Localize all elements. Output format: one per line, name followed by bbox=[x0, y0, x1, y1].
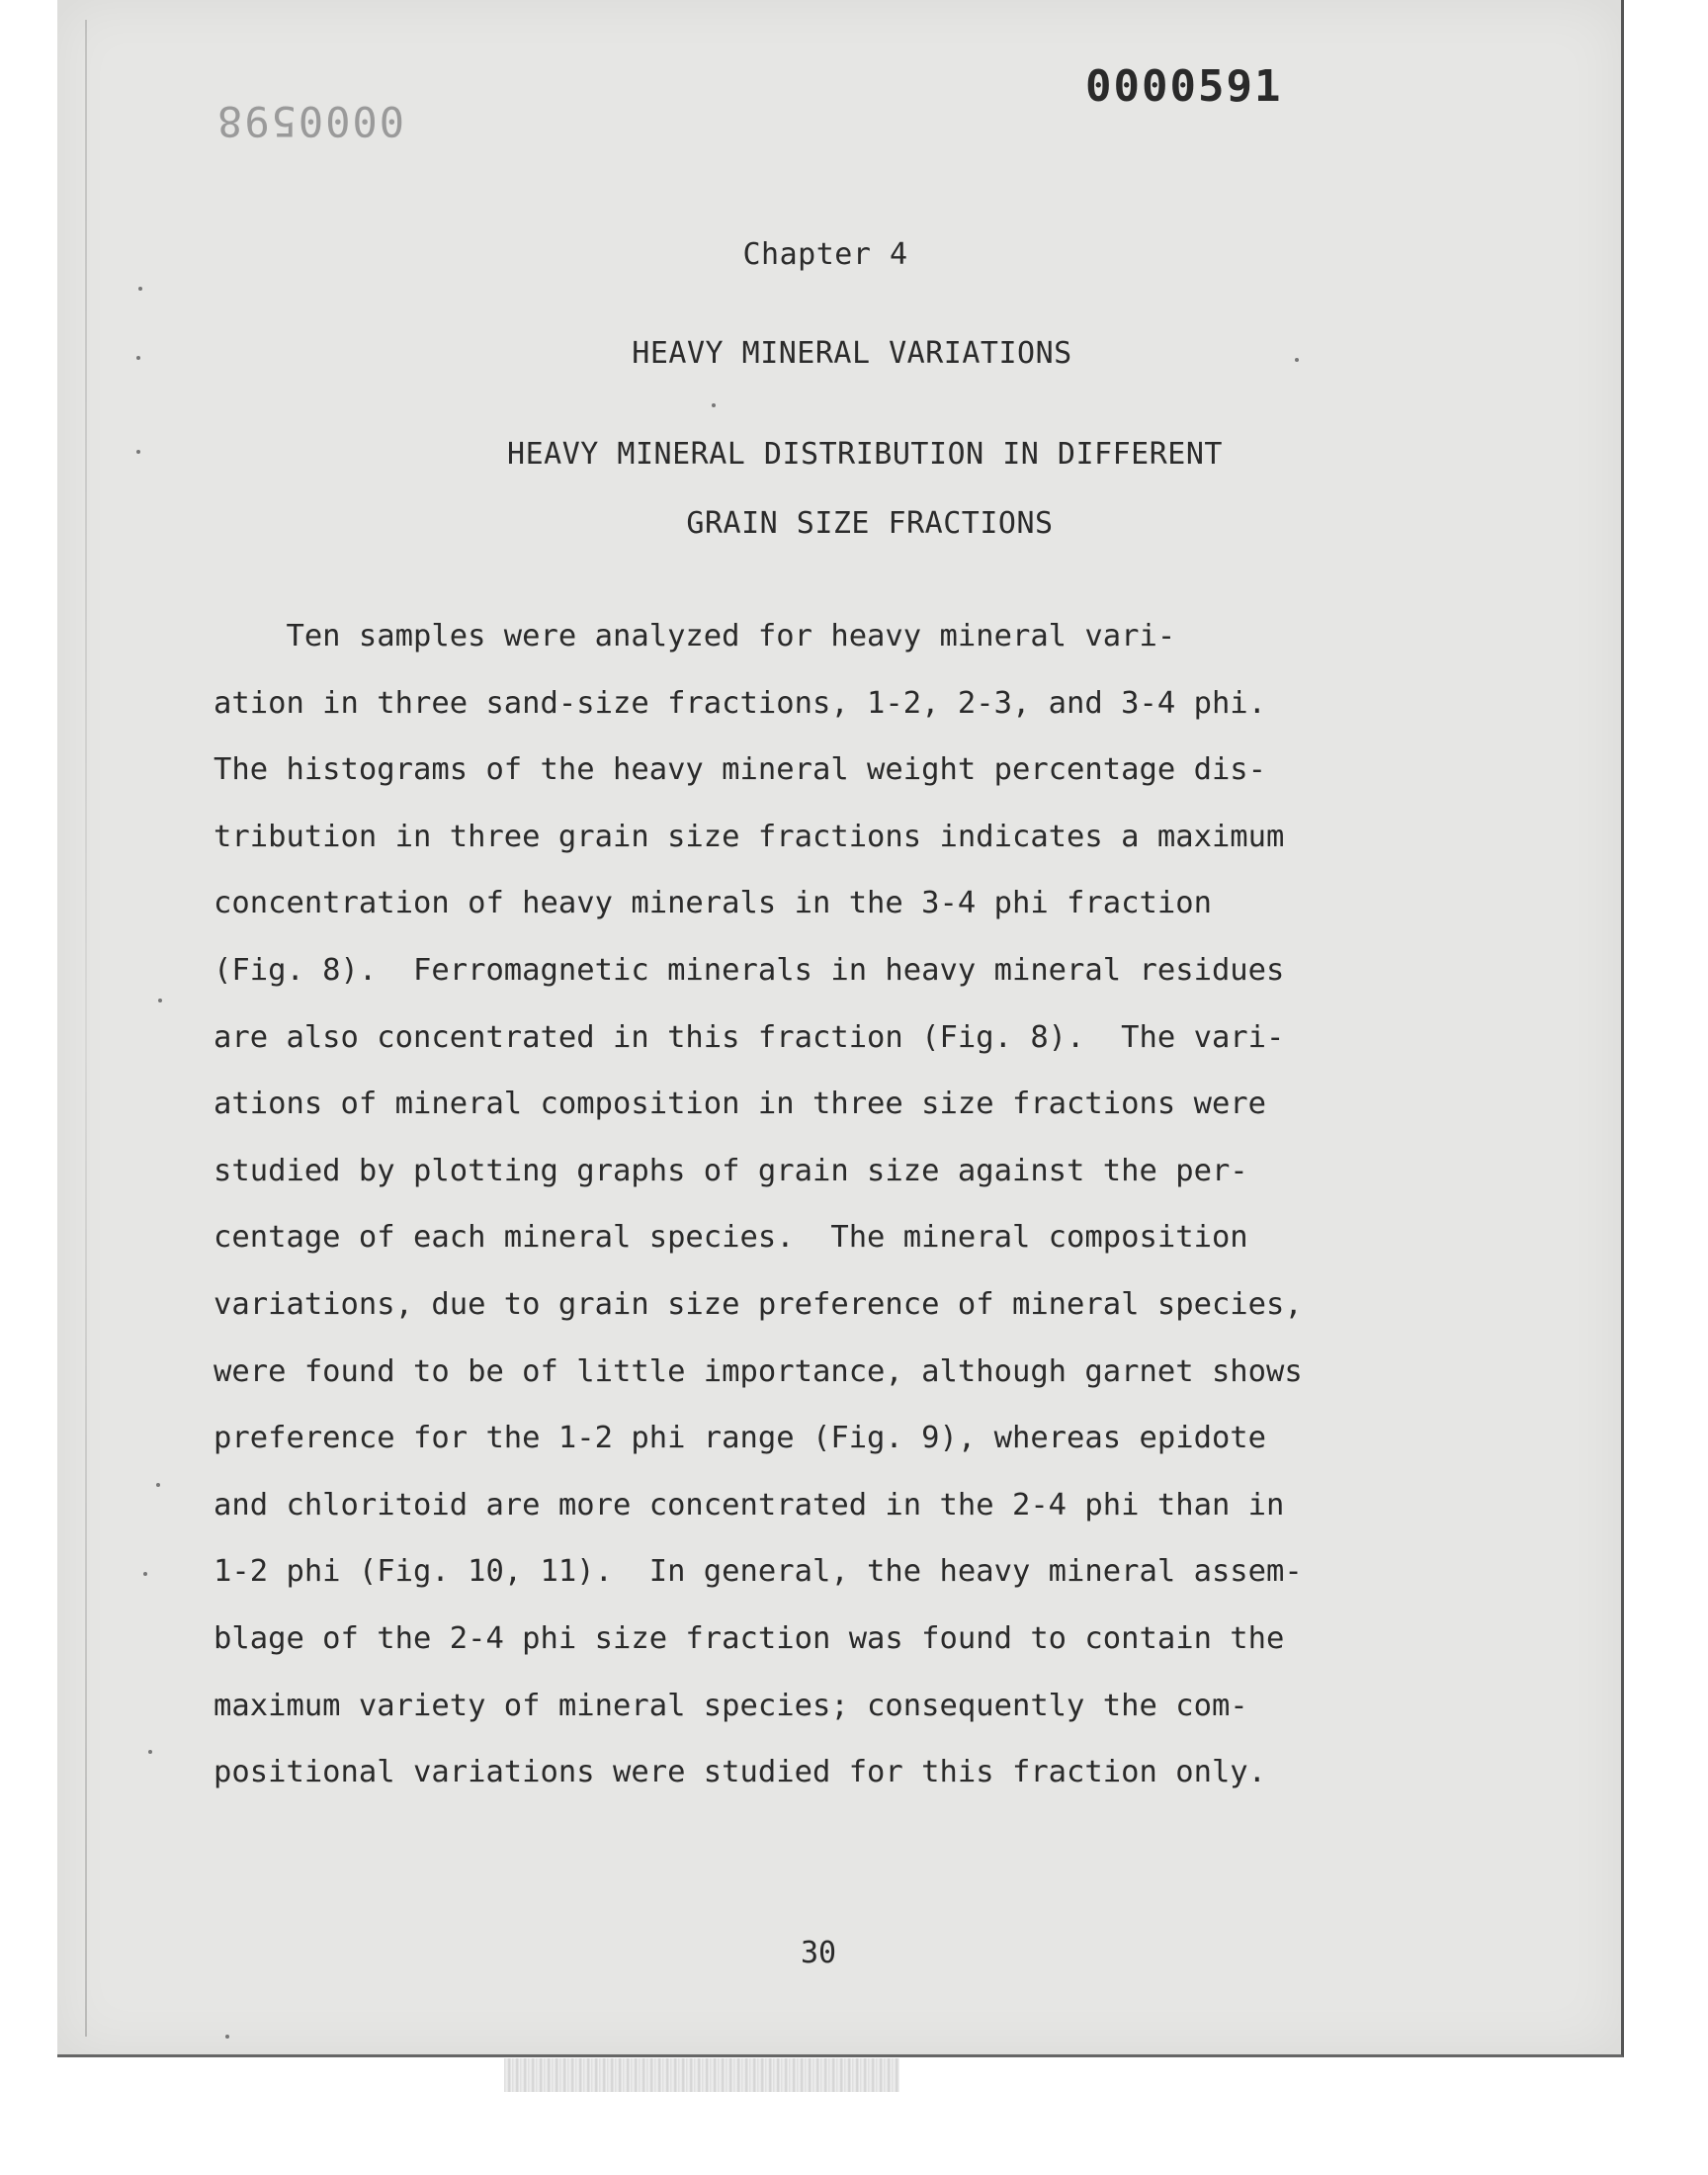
body-line: are also concentrated in this fraction (Fig. 8). The vari- bbox=[214, 1019, 1285, 1055]
scan-speck bbox=[158, 999, 162, 1002]
document-id-stamp: 0000591 bbox=[1085, 61, 1283, 112]
scan-speck bbox=[225, 2035, 229, 2039]
body-line: 1-2 phi (Fig. 10, 11). In general, the heavy mineral assem- bbox=[214, 1554, 1303, 1590]
body-line: positional variations were studied for this fraction only. bbox=[214, 1755, 1267, 1790]
scanner-artifact-strip bbox=[504, 2058, 899, 2092]
section-title-line-2: GRAIN SIZE FRACTIONS bbox=[686, 506, 1054, 541]
body-paragraph bbox=[214, 603, 1439, 1806]
body-line: preference for the 1-2 phi range (Fig. 9), whereas epidote bbox=[214, 1421, 1267, 1456]
scan-speck bbox=[156, 1483, 160, 1487]
body-line: (Fig. 8). Ferromagnetic minerals in heavy mineral residues bbox=[214, 952, 1285, 988]
chapter-title: HEAVY MINERAL VARIATIONS bbox=[632, 336, 1072, 371]
scan-speck bbox=[136, 356, 140, 360]
body-line: Ten samples were analyzed for heavy mineral vari- bbox=[214, 619, 1176, 653]
page-number: 30 bbox=[801, 1936, 837, 1970]
body-line: were found to be of little importance, although garnet shows bbox=[214, 1353, 1303, 1389]
body-line: blage of the 2-4 phi size fraction was found to contain the bbox=[214, 1620, 1285, 1656]
scan-speck bbox=[136, 450, 140, 454]
page-edge-shadow bbox=[85, 20, 87, 2037]
body-line: variations, due to grain size preference of mineral species, bbox=[214, 1286, 1303, 1322]
scan-speck bbox=[138, 287, 142, 291]
faded-id-stamp: 0000598 bbox=[215, 97, 405, 145]
section-title-line-1: HEAVY MINERAL DISTRIBUTION IN DIFFERENT bbox=[507, 437, 1223, 472]
scan-speck bbox=[143, 1572, 147, 1576]
body-line: maximum variety of mineral species; consequently the com- bbox=[214, 1688, 1248, 1723]
scan-speck bbox=[712, 403, 716, 407]
body-line: studied by plotting graphs of grain size against the per- bbox=[214, 1153, 1248, 1188]
body-line: ations of mineral composition in three size fractions were bbox=[214, 1087, 1267, 1122]
body-line: ation in three sand-size fractions, 1-2, 2-3, and 3-4 phi. bbox=[214, 685, 1267, 721]
body-line: The histograms of the heavy mineral weight percentage dis- bbox=[214, 752, 1267, 788]
scan-speck bbox=[1295, 358, 1299, 362]
body-line: concentration of heavy minerals in the 3-4 phi fraction bbox=[214, 886, 1212, 921]
scan-speck bbox=[148, 1750, 152, 1754]
body-line: and chloritoid are more concentrated in the 2-4 phi than in bbox=[214, 1487, 1285, 1522]
chapter-heading: Chapter 4 bbox=[742, 237, 908, 272]
body-line: tribution in three grain size fractions indicates a maximum bbox=[214, 819, 1285, 854]
body-line: centage of each mineral species. The mineral composition bbox=[214, 1220, 1248, 1256]
